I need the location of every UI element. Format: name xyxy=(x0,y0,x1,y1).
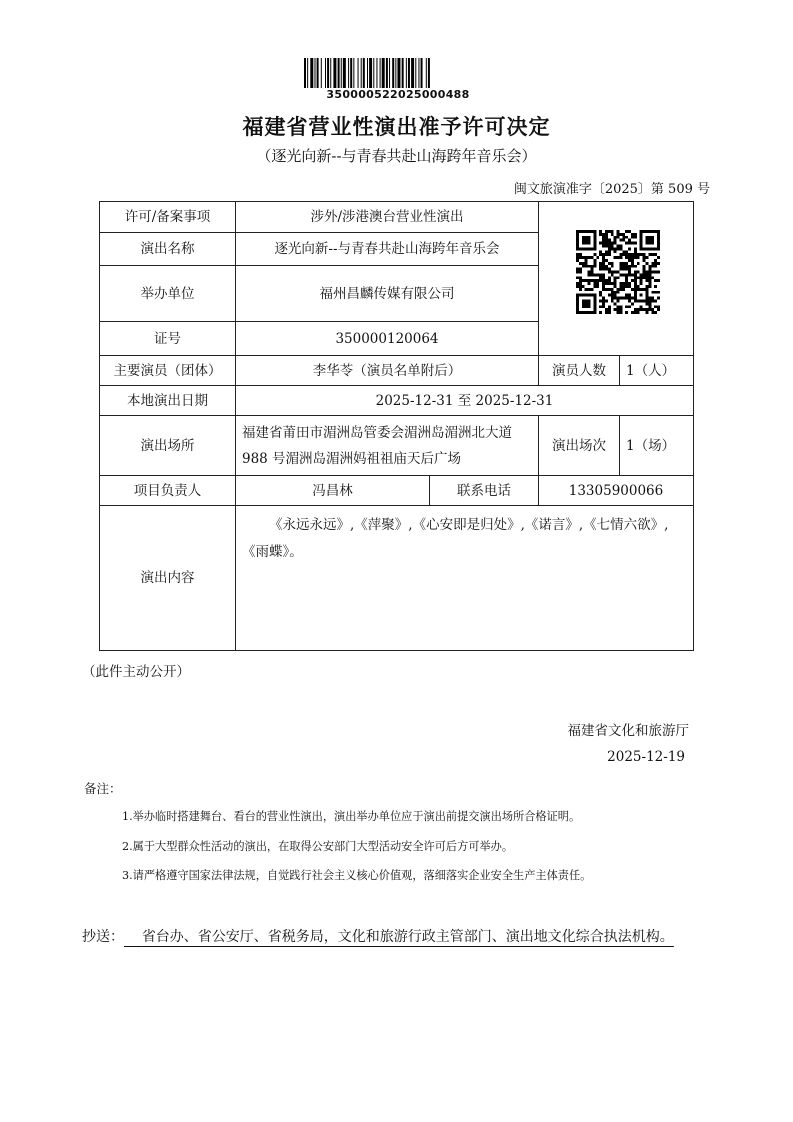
document-number: 闽文旅演准字〔2025〕第 509 号 xyxy=(513,182,710,197)
cert-no-label: 证号 xyxy=(100,322,236,356)
cc-recipients-text: 省台办、省公安厅、省税务局，文化和旅游行政主管部门、演出地文化综合执法机构。 xyxy=(141,929,674,945)
phone-value: 13305900066 xyxy=(539,476,693,506)
remark-item: 3.请严格遵守国家法律法规，自觉践行社会主义核心价值观，落细落实企业安全生产主体责任。 xyxy=(122,869,592,882)
permit-table xyxy=(99,201,694,651)
license-type-label: 许可/备案事项 xyxy=(100,202,236,233)
content-label: 演出内容 xyxy=(100,506,236,650)
show-count-label: 演出场次 xyxy=(539,416,620,476)
organizer-label: 举办单位 xyxy=(100,266,236,322)
barcode-number: 350000522025000488 xyxy=(326,88,470,101)
qr-code-cell xyxy=(539,202,693,356)
organizer-value: 福州昌麟传媒有限公司 xyxy=(236,266,539,322)
barcode xyxy=(304,58,492,88)
content-cell xyxy=(236,506,693,650)
local-dates-value: 2025-12-31 至 2025-12-31 xyxy=(236,386,693,416)
remark-item: 1.举办临时搭建舞台、看台的营业性演出，演出举办单位应于演出前提交演出场所合格证明。 xyxy=(122,810,581,823)
manager-value: 冯昌林 xyxy=(236,476,430,506)
document-title: 福建省营业性演出准予许可决定 xyxy=(242,114,551,139)
remarks-label: 备注： xyxy=(84,781,122,796)
content-value: 《永远永远》,《萍聚》,《心安即是归处》,《诺言》,《七情六欲》,《雨蝶》。 xyxy=(242,517,669,560)
issuing-authority: 福建省文化和旅游厅 xyxy=(567,723,689,739)
manager-label: 项目负责人 xyxy=(100,476,236,506)
license-type-value: 涉外/涉港澳台营业性演出 xyxy=(236,202,539,233)
document-subtitle: （逐光向新--与青春共赴山海跨年音乐会） xyxy=(256,147,537,165)
issue-date: 2025-12-19 xyxy=(607,749,685,765)
carbon-copy xyxy=(82,922,714,952)
cert-no-value: 350000120064 xyxy=(236,322,539,356)
show-name-label: 演出名称 xyxy=(100,233,236,266)
main-performer-label: 主要演员（团体） xyxy=(100,356,236,386)
cc-label: 抄送： xyxy=(82,929,124,945)
main-performer-value: 李华苓（演员名单附后） xyxy=(236,356,539,386)
performer-count-label: 演员人数 xyxy=(539,356,620,386)
phone-label: 联系电话 xyxy=(430,476,539,506)
local-dates-label: 本地演出日期 xyxy=(100,386,236,416)
public-disclosure-note: （此件主动公开） xyxy=(82,664,190,680)
cc-recipients xyxy=(124,929,674,945)
show-name-value: 逐光向新--与青春共赴山海跨年音乐会 xyxy=(236,233,539,266)
performer-count-value: 1（人） xyxy=(620,356,693,386)
remark-item: 2.属于大型群众性活动的演出，在取得公安部门大型活动安全许可后方可举办。 xyxy=(122,840,514,853)
venue-label: 演出场所 xyxy=(100,416,236,476)
show-count-value: 1（场） xyxy=(620,416,693,476)
venue-value: 福建省莆田市湄洲岛管委会湄洲岛湄洲北大道 988 号湄洲岛湄洲妈祖祖庙天后广场 xyxy=(236,416,539,476)
qr-code xyxy=(576,230,660,314)
